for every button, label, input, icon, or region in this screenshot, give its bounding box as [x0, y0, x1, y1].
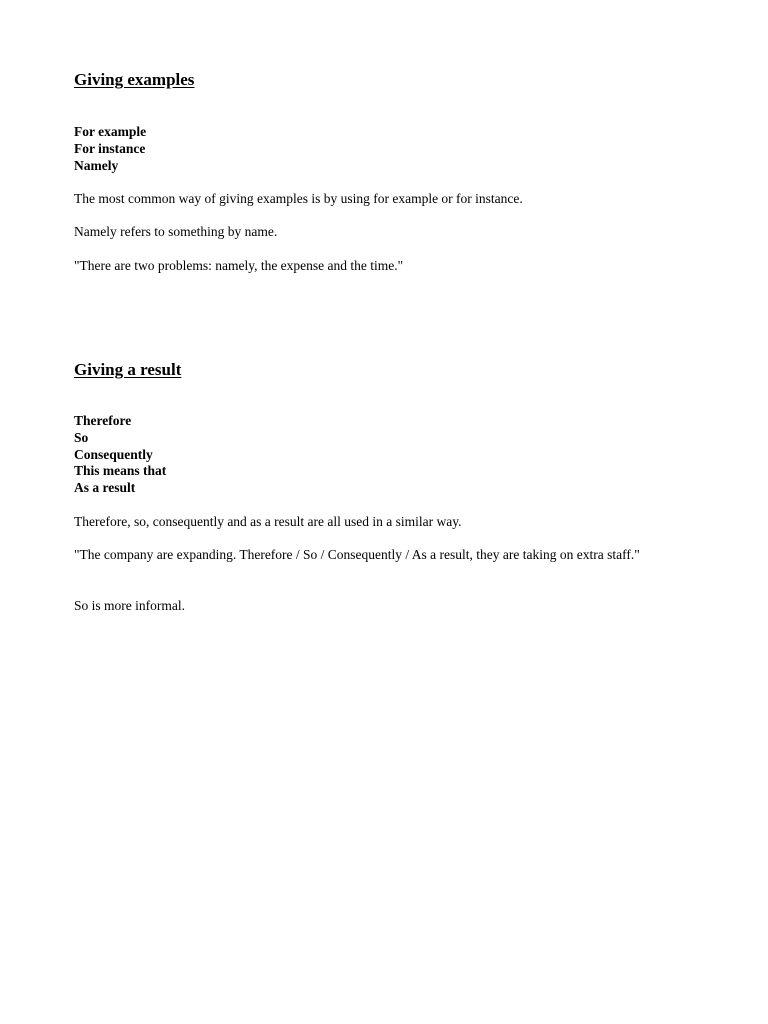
term-item: Therefore [74, 413, 132, 428]
term-list-examples [74, 124, 146, 174]
term-item: Consequently [74, 446, 153, 462]
example-quote: "The company are expanding. Therefore / So / Consequently / As a result, they are taking on extra staff." [74, 547, 640, 562]
section-heading-giving-examples: Giving examples [74, 70, 195, 89]
section-heading-giving-a-result: Giving a result [74, 360, 182, 379]
paragraph: Therefore, so, consequently and as a result are all used in a similar way. [74, 514, 462, 529]
paragraph: The most common way of giving examples is by using for example or for instance. [74, 191, 523, 206]
term-item: So [74, 429, 89, 445]
paragraph: Namely refers to something by name. [74, 224, 278, 239]
term-list-result [74, 413, 166, 497]
example-quote: "There are two problems: namely, the expense and the time." [74, 258, 404, 273]
term-item: Namely [74, 157, 119, 173]
term-item: This means that [74, 463, 167, 479]
term-item: For instance [74, 140, 146, 156]
term-item: For example [74, 124, 147, 139]
paragraph: So is more informal. [74, 598, 185, 613]
term-item: As a result [74, 480, 136, 496]
